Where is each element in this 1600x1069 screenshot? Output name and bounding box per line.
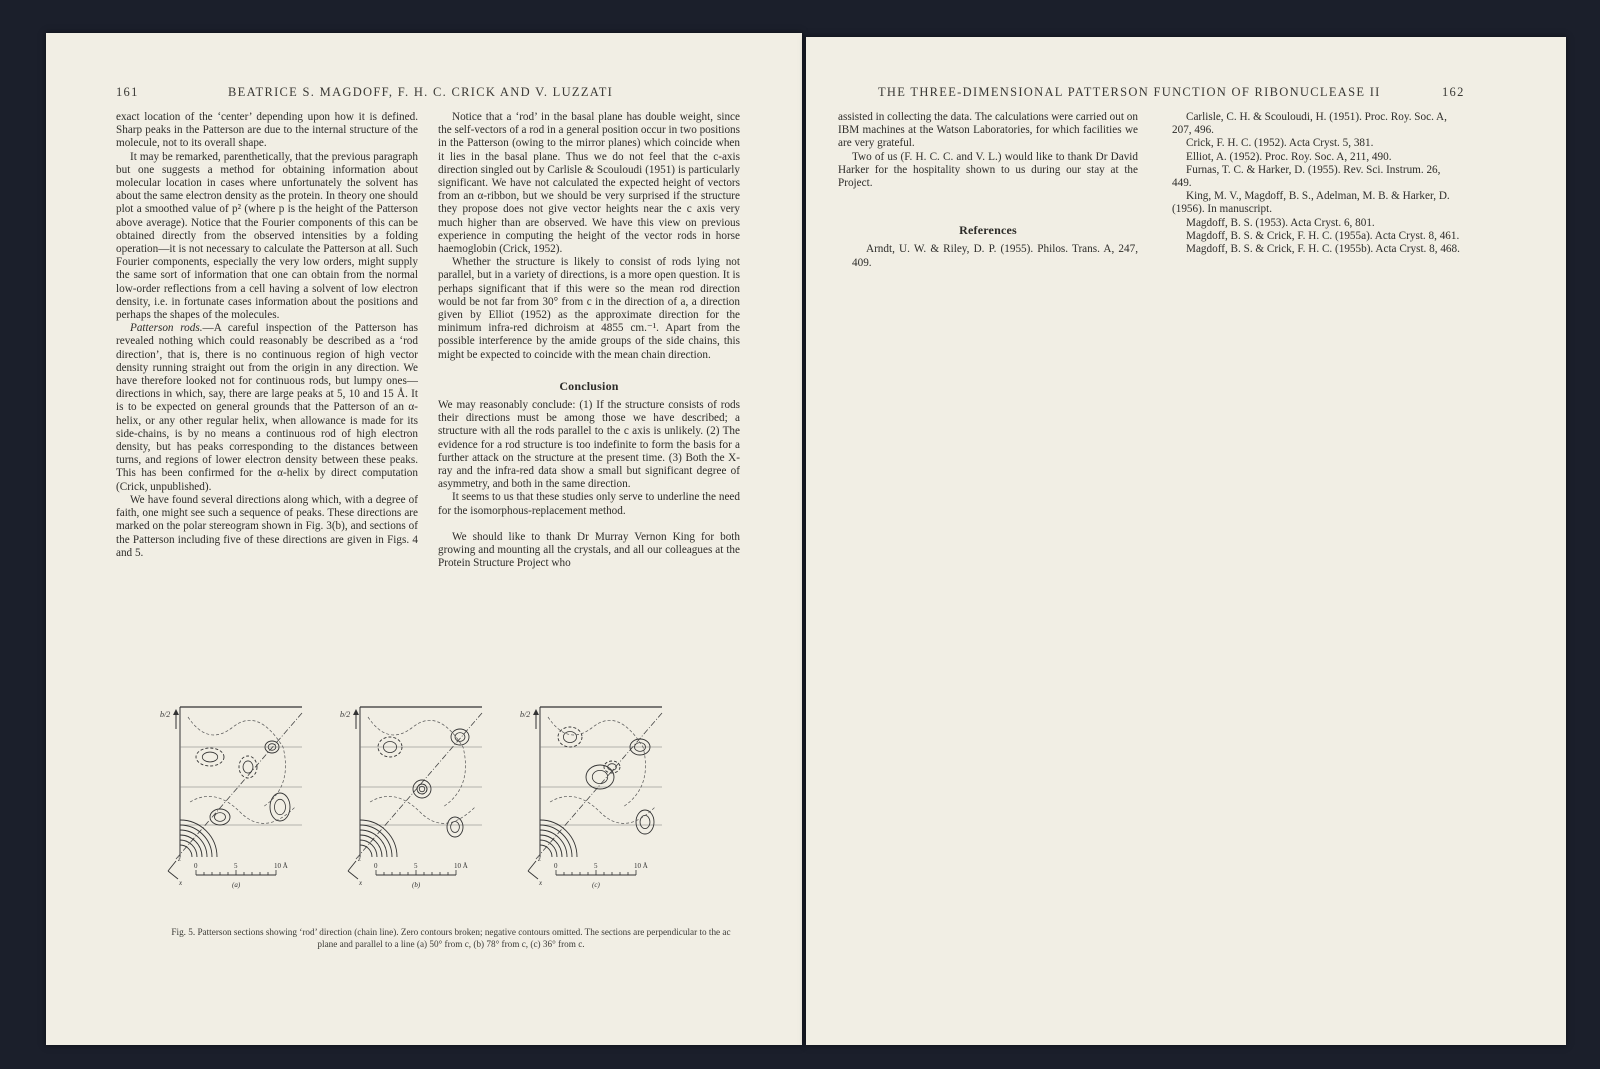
paragraph xyxy=(116,322,418,494)
panel-label: (b) xyxy=(412,881,421,889)
axis-label-b2: b/2 xyxy=(160,710,171,719)
paragraph-text: assisted in collecting the data. The calculations were carried out on IBM machines at the Watson Laboratories, for which facilities we are very grateful. xyxy=(838,111,1138,150)
reference-item: Magdoff, B. S. & Crick, F. H. C. (1955b). Acta Cryst. 8, 468. xyxy=(1186,243,1460,256)
right-column-1-body xyxy=(838,111,1138,190)
axis-label-x: x xyxy=(179,879,183,887)
paragraph-lead: Patterson rods. xyxy=(130,322,203,335)
paragraph-text: Two of us (F. H. C. C. and V. L.) would like to thank Dr David Harker for the hospitality shown to us during our stay at the Project. xyxy=(838,150,1138,190)
axis-label-b2: b/2 xyxy=(520,710,531,719)
paragraph xyxy=(438,256,740,362)
panel-label: (c) xyxy=(592,881,600,889)
axis-label-b2: b/2 xyxy=(340,710,351,719)
reference-item: Furnas, T. C. & Harker, D. (1955). Rev. Sci. Instrum. 26, 449. xyxy=(1172,163,1441,190)
panel-label: (a) xyxy=(232,881,241,889)
paragraph-text: exact location of the ‘center’ depending upon how it is defined. Sharp peaks in the Patterson are due to the internal structure of the molecule, not to its overall shape. xyxy=(116,111,418,150)
scale-label: 0 xyxy=(374,862,378,870)
axis-label-x: x xyxy=(539,879,543,887)
paragraph-text: Notice that a ‘rod’ in the basal plane has double weight, since the self-vectors of a rod in a general position occur in two positions in the Patterson (owing to the mirror planes) which coincide when it lies in the basal plane. Thus we do not feel that the c-axis direction singled out by Carlisle & Scouloudi (1951) is particularly significant. We have not calculated the expected height of vectors from an α-ribbon, but we should be very surprised if the structure they propose does not give vector heights near the c axis very much higher than are observed. We have this view on previous experience in computing the height of the vector rods in horse haemoglobin (Crick, 1952). xyxy=(438,111,740,256)
paragraph-text: Whether the structure is likely to consist of rods lying not parallel, but in a variety of directions, is a more open question. It is perhaps significant that if this were so the mean rod direction would be not far from 30° from c in the direction of a, a direction given by Elliot (1952) as the approximate direction for the minimum infra-red dichroism at 4855 cm.⁻¹. Apart from the possible interference by the amide groups of the side chains, this might be expected to coincide with the mean chain direction. xyxy=(438,256,740,361)
scale-label: 5 xyxy=(414,862,418,870)
paragraph-text: We should like to thank Dr Murray Vernon King for both growing and mounting all the crystals, and all our colleagues at the Protein Structure Project who xyxy=(438,530,740,570)
scale-label: 0 xyxy=(554,862,558,870)
paragraph xyxy=(116,494,418,560)
right-column-1 xyxy=(838,111,1138,270)
axis-label-x: x xyxy=(359,879,363,887)
references-heading: References xyxy=(959,223,1017,238)
scale-label: 5 xyxy=(594,862,598,870)
right-running-head: THE THREE-DIMENSIONAL PATTERSON FUNCTION OF RIBONUCLEASE II xyxy=(878,85,1381,99)
paragraph xyxy=(838,111,1138,151)
left-running-head: BEATRICE S. MAGDOFF, F. H. C. CRICK AND V. LUZZATI xyxy=(228,85,614,99)
figure-panel xyxy=(340,707,482,889)
figure-caption: Fig. 5. Patterson sections showing ‘rod’ direction (chain line). Zero contours broken; negative contours omitted. The sections are perpendicular to the ac plane and parallel to a line (a) 50° from c, (b) 78° from c, (c) 36° from c. xyxy=(171,927,731,949)
paragraph xyxy=(116,111,418,151)
scale-label: 10 Å xyxy=(634,862,648,870)
reference-item: Carlisle, C. H. & Scouloudi, H. (1951). Proc. Roy. Soc. A, 207, 496. xyxy=(1172,111,1447,137)
axis-label-z: z xyxy=(178,855,181,863)
axis-label-z: z xyxy=(538,855,541,863)
left-column-2 xyxy=(438,111,740,571)
paragraph xyxy=(838,151,1138,191)
paragraph-text: —A careful inspection of the Patterson has revealed nothing which could reasonably be described as a ‘rod direction’, that is, there is no continuous region of high vector density running straight out from the origin in any direction. We have therefore looked not for continuous rods, but lumpy ones—directions in which, say, there are large peaks at 5, 10 and 15 Å. It is to be expected on general grounds that the Patterson of an α-helix, or any other regular helix, when allowance is made for its side-chains, is by no means a continuous rod of high electron density, but has peaks corresponding to the distances between turns, and regions of lower electron density between these peaks. This has been confirmed for the α-helix by direct computation (Crick, unpublished). xyxy=(116,322,418,493)
reference-item: Crick, F. H. C. (1952). Acta Cryst. 5, 381. xyxy=(1186,137,1374,150)
axis-label-z: z xyxy=(358,855,361,863)
acknowledgement-start xyxy=(438,531,740,571)
figure-5-contour-sections xyxy=(158,705,718,925)
left-column-1 xyxy=(116,111,418,560)
conclusion-heading: Conclusion xyxy=(559,378,619,393)
paragraph-text: It seems to us that these studies only serve to underline the need for the isomorphous-replacement method. xyxy=(438,491,740,517)
paragraph-text: We have found several directions along which, with a degree of faith, one might see such a sequence of peaks. These directions are marked on the polar stereogram shown in Fig. 3(b), and sections of the Patterson including five of these directions are given in Figs. 4 and 5. xyxy=(116,493,418,559)
paragraph xyxy=(438,531,740,571)
left-page xyxy=(46,33,802,1045)
column-2-body-b xyxy=(438,399,740,518)
scale-label: 5 xyxy=(234,862,238,870)
left-page-number: 161 xyxy=(116,85,139,99)
reference-item: Arndt, U. W. & Riley, D. P. (1955). Philos. Trans. A, 247, 409. xyxy=(852,243,1138,269)
figure-panel xyxy=(160,707,302,889)
reference-item: King, M. V., Magdoff, B. S., Adelman, M. B. & Harker, D. (1956). In manuscript. xyxy=(1172,190,1450,216)
scale-label: 10 Å xyxy=(274,862,288,870)
right-page xyxy=(806,37,1566,1045)
paragraph xyxy=(438,491,740,517)
scale-label: 0 xyxy=(194,862,198,870)
references-list-2 xyxy=(1158,111,1460,256)
paragraph-text: We may reasonably conclude: (1) If the structure consists of rods their directions must be among those we have described; a structure with all the rods parallel to the c axis is unlikely. (2) The evidence for a rod structure is too indefinite to form the basis for a further attack on the structure at the present time. (3) Both the X-ray and the infra-red data show a small but significant degree of asymmetry, and both in the same direction. xyxy=(438,399,740,491)
paragraph xyxy=(438,399,740,491)
paragraph xyxy=(116,151,418,323)
reference-item: Magdoff, B. S. (1953). Acta Cryst. 6, 801. xyxy=(1186,216,1375,229)
references-list-1 xyxy=(838,243,1138,269)
reference-item: Magdoff, B. S. & Crick, F. H. C. (1955a). Acta Cryst. 8, 461. xyxy=(1186,229,1460,242)
column-2-body-a xyxy=(438,111,740,362)
reference-item: Elliot, A. (1952). Proc. Roy. Soc. A, 211, 490. xyxy=(1186,150,1392,163)
paragraph xyxy=(438,111,740,256)
figure-panel xyxy=(520,707,662,889)
scale-label: 10 Å xyxy=(454,862,468,870)
paragraph-text: It may be remarked, parenthetically, that the previous paragraph but one suggests a method for obtaining information about molecular location in cases where unfortunately the solvent has about the same electron density as the protein. In theory one should plot a smoothed value of p² (where p is the height of the Patterson above average). Notice that the Fourier components of this can be obtained directly from the observed intensities by a folding operation—it is not necessary to calculate the Patterson at all. Such Fourier components, especially the very low orders, might supply the same sort of information that one can obtain from the normal low-order reflections from a cell having a solvent of low electron density, i.e. in fortunate cases information about the positions and perhaps the shapes of the molecules. xyxy=(116,150,418,322)
right-page-number: 162 xyxy=(1442,85,1465,99)
